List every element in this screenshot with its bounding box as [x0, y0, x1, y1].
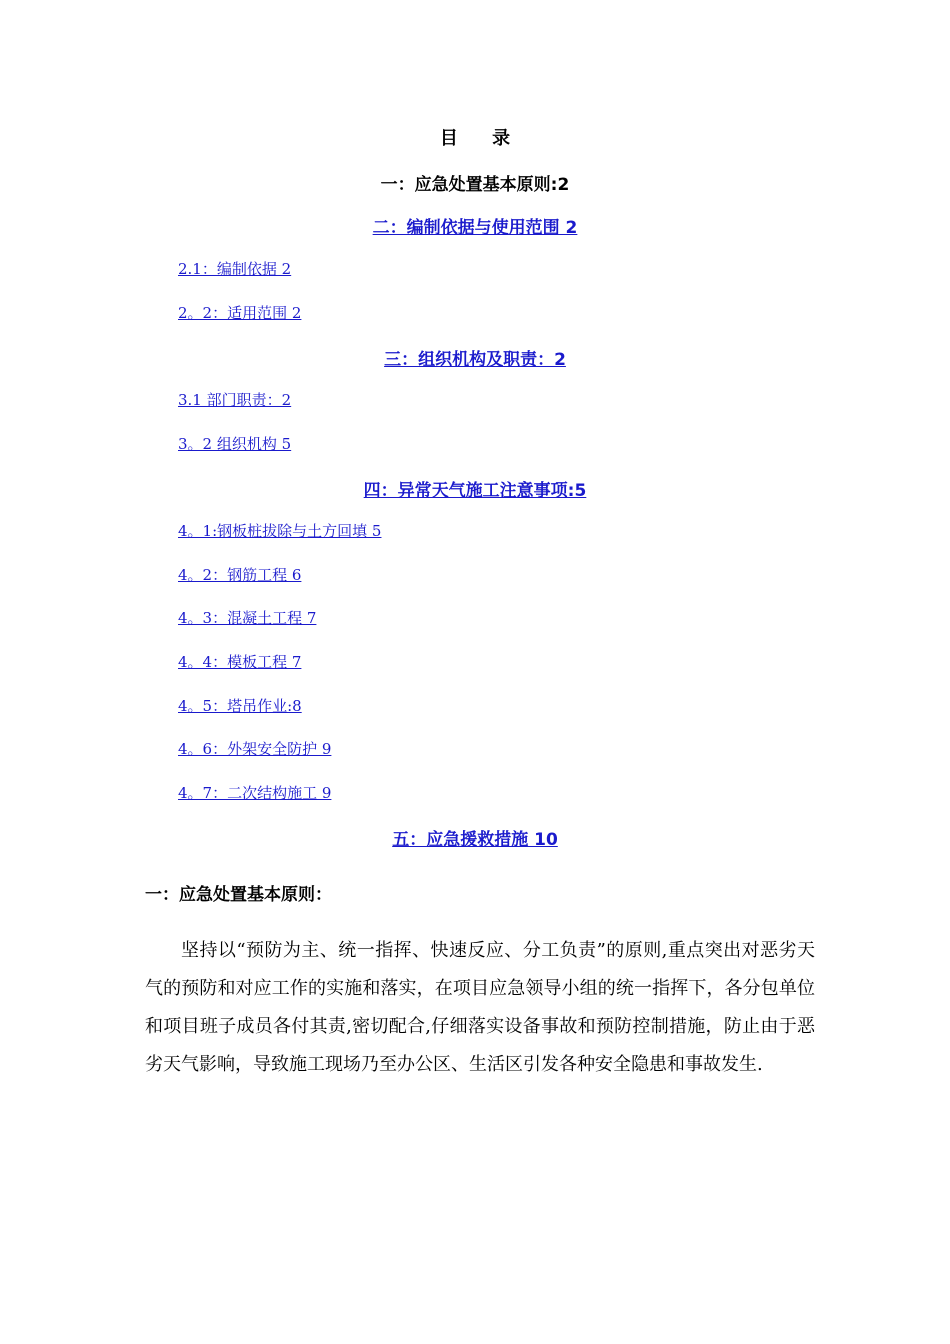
toc-entry-2[interactable] [0, 213, 950, 238]
toc-entry-2-2[interactable] [178, 302, 301, 323]
toc-entry-3-1[interactable] [178, 389, 291, 410]
toc-link[interactable]: 4。7：二次结构施工 9 [178, 784, 332, 802]
toc-link[interactable]: 4。6：外架安全防护 9 [178, 740, 332, 758]
toc-entry-4[interactable] [0, 476, 950, 501]
body-paragraph: 坚持以“预防为主、统一指挥、快速反应、分工负责”的原则,重点突出对恶劣天气的预防和对应工作的实施和落实，在项目应急领导小组的统一指挥下，各分包单位和项目班子成员各付其责,密切配合,仔细落实设备事故和预防控制措施，防止由于恶劣天气影响，导致施工现场乃至办公区、生活区引发各种安全隐患和事故发生. [145, 940, 815, 1075]
toc-entry-4-1[interactable] [178, 520, 381, 541]
toc-entry-4-7[interactable] [178, 782, 331, 803]
toc-entry-4-4[interactable] [178, 651, 301, 672]
toc-link[interactable]: 三：组织机构及职责：2 [384, 350, 566, 370]
toc-link[interactable]: 3.1 部门职责：2 [178, 391, 292, 409]
toc-link[interactable]: 2。2：适用范围 2 [178, 304, 302, 322]
toc-link[interactable]: 4。2：钢筋工程 6 [178, 566, 302, 584]
toc-link[interactable]: 四：异常天气施工注意事项:5 [363, 481, 587, 501]
toc-link[interactable]: 4。3：混凝土工程 7 [178, 609, 317, 627]
section-heading: 一：应急处置基本原则： [145, 885, 332, 905]
toc-entry-2-1[interactable] [178, 258, 291, 279]
toc-entry-1 [0, 170, 950, 195]
toc-entry-3[interactable] [0, 345, 950, 370]
toc-link[interactable]: 五：应急援救措施 10 [392, 830, 558, 850]
toc-entry-5[interactable] [0, 825, 950, 850]
toc-link[interactable]: 4。5：塔吊作业:8 [178, 697, 302, 715]
toc-link[interactable]: 4。4：模板工程 7 [178, 653, 302, 671]
toc-entry-4-2[interactable] [178, 564, 301, 585]
toc-entry-4-5[interactable] [178, 695, 302, 716]
toc-entry-4-6[interactable] [178, 738, 331, 759]
toc-entry-4-3[interactable] [178, 607, 316, 628]
toc-link[interactable]: 二：编制依据与使用范围 2 [372, 218, 578, 238]
toc-link[interactable]: 4。1:钢板桩拔除与土方回填 5 [178, 522, 382, 540]
toc-title: 目 录 [439, 128, 525, 149]
toc-link[interactable]: 3。2 组织机构 5 [178, 435, 292, 453]
toc-link[interactable]: 2.1：编制依据 2 [178, 260, 292, 278]
toc-entry-3-2[interactable] [178, 433, 291, 454]
toc-entry-label: 一：应急处置基本原则:2 [380, 175, 570, 195]
